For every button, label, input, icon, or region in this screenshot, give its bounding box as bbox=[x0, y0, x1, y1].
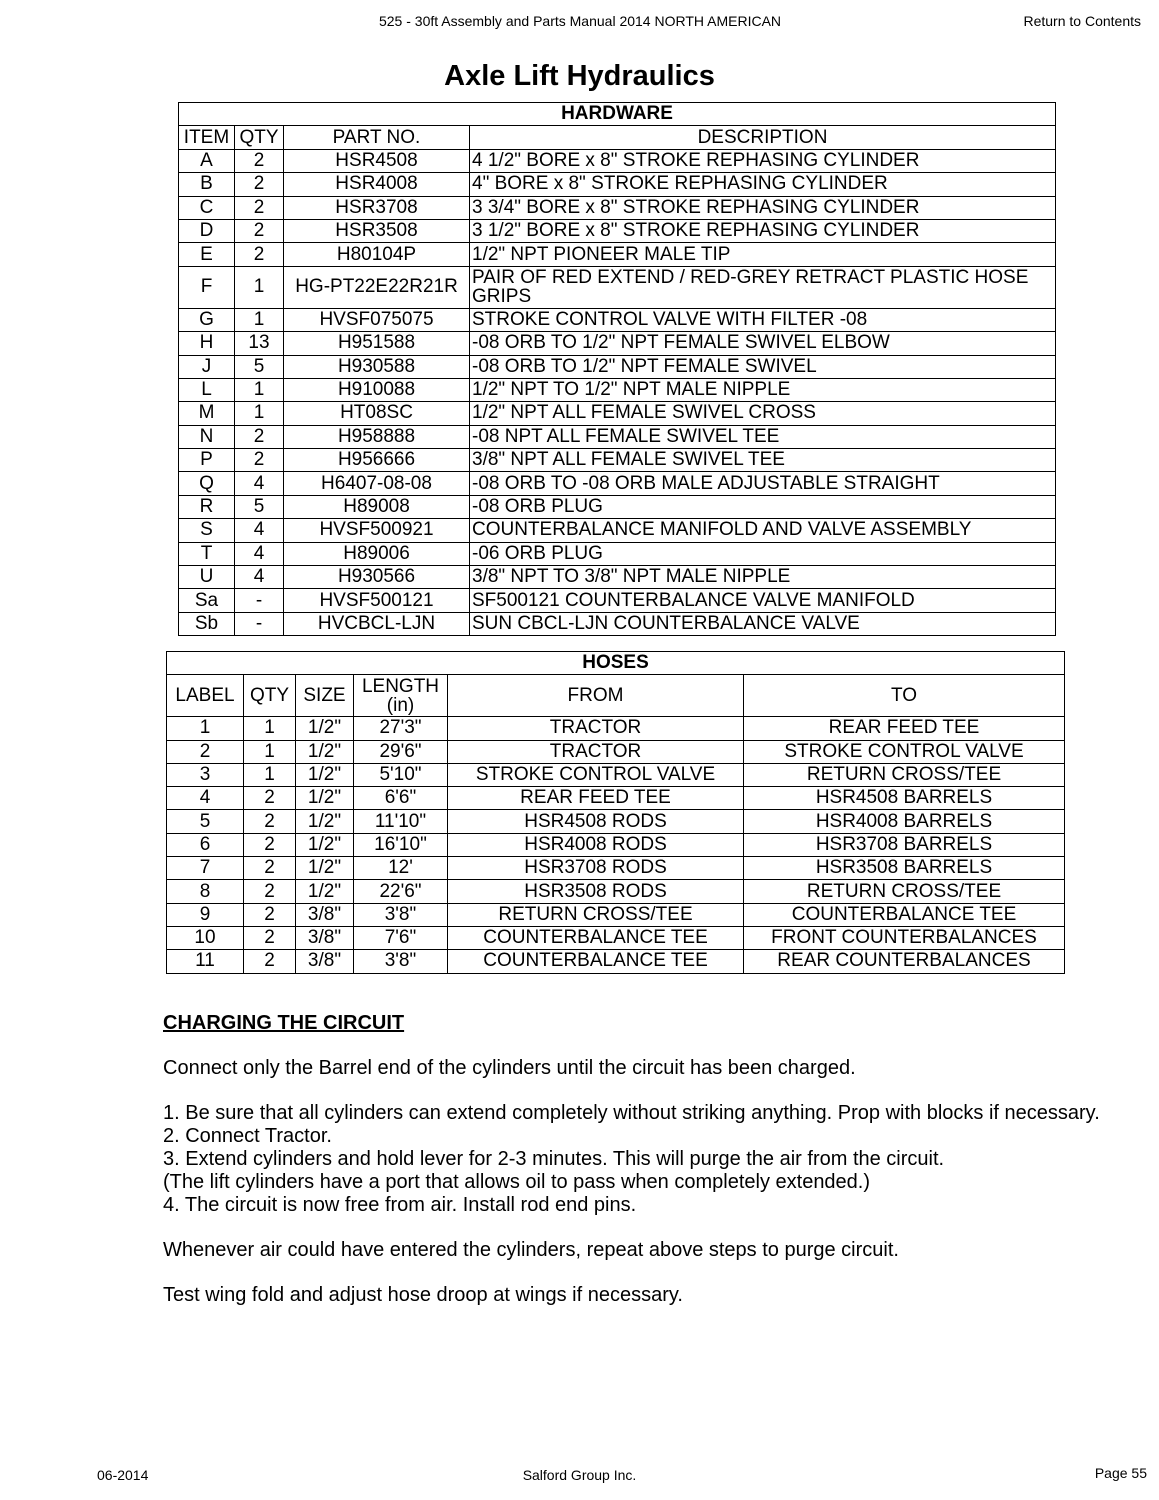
intro-text: Connect only the Barrel end of the cylinders until the circuit has been charged. bbox=[163, 1057, 856, 1079]
part-no-cell: H930566 bbox=[284, 566, 470, 589]
part-no-cell: HVSF500121 bbox=[284, 589, 470, 612]
qty-cell: 2 bbox=[244, 787, 296, 810]
table-row bbox=[179, 173, 1056, 196]
part-no-cell: H958888 bbox=[284, 425, 470, 448]
label-cell: 3 bbox=[167, 763, 244, 786]
qty-cell: - bbox=[235, 589, 284, 612]
size-cell: 1/2" bbox=[296, 833, 354, 856]
item-cell: Q bbox=[179, 472, 235, 495]
description-cell: -08 NPT ALL FEMALE SWIVEL TEE bbox=[470, 425, 1056, 448]
qty-cell: 2 bbox=[235, 149, 284, 172]
description-cell: STROKE CONTROL VALVE WITH FILTER -08 bbox=[470, 308, 1056, 331]
table-row bbox=[179, 196, 1056, 219]
footer-company: Salford Group Inc. bbox=[522, 1467, 637, 1483]
column-header-to: TO bbox=[744, 675, 1065, 717]
part-no-cell: H930588 bbox=[284, 355, 470, 378]
part-no-cell: HVSF075075 bbox=[284, 308, 470, 331]
from-cell: TRACTOR bbox=[448, 717, 744, 740]
table-row bbox=[167, 926, 1065, 949]
part-no-cell: HG-PT22E22R21R bbox=[284, 266, 470, 308]
table-row bbox=[167, 880, 1065, 903]
description-cell: -08 ORB PLUG bbox=[470, 495, 1056, 518]
item-cell: P bbox=[179, 449, 235, 472]
table-row bbox=[179, 402, 1056, 425]
part-no-cell: HSR4008 bbox=[284, 173, 470, 196]
size-cell: 1/2" bbox=[296, 740, 354, 763]
column-header-from: FROM bbox=[448, 675, 744, 717]
label-cell: 8 bbox=[167, 880, 244, 903]
to-cell: RETURN CROSS/TEE bbox=[744, 763, 1065, 786]
item-cell: F bbox=[179, 266, 235, 308]
part-no-cell: HSR3508 bbox=[284, 219, 470, 242]
qty-cell: 1 bbox=[235, 402, 284, 425]
table-row bbox=[179, 355, 1056, 378]
hardware-table bbox=[178, 102, 1056, 636]
qty-cell: 2 bbox=[244, 926, 296, 949]
item-cell: A bbox=[179, 149, 235, 172]
label-cell: 1 bbox=[167, 717, 244, 740]
from-cell: TRACTOR bbox=[448, 740, 744, 763]
table-row bbox=[179, 308, 1056, 331]
step-1: 1. Be sure that all cylinders can extend completely without striking anything. Prop with blocks if necessary. bbox=[163, 1102, 1100, 1124]
qty-cell: 2 bbox=[235, 219, 284, 242]
item-cell: B bbox=[179, 173, 235, 196]
to-cell: REAR FEED TEE bbox=[744, 717, 1065, 740]
length-cell: 7'6" bbox=[354, 926, 448, 949]
length-cell: 11'10" bbox=[354, 810, 448, 833]
from-cell: STROKE CONTROL VALVE bbox=[448, 763, 744, 786]
column-header-label: LABEL bbox=[167, 675, 244, 717]
length-cell: 6'6" bbox=[354, 787, 448, 810]
charging-instructions bbox=[163, 1012, 1123, 1307]
table-row bbox=[167, 717, 1065, 740]
qty-cell: 2 bbox=[235, 173, 284, 196]
length-cell: 16'10" bbox=[354, 833, 448, 856]
table-row bbox=[179, 449, 1056, 472]
table-row bbox=[179, 495, 1056, 518]
part-no-cell: HSR4508 bbox=[284, 149, 470, 172]
to-cell: STROKE CONTROL VALVE bbox=[744, 740, 1065, 763]
table-row bbox=[179, 542, 1056, 565]
from-cell: COUNTERBALANCE TEE bbox=[448, 950, 744, 973]
item-cell: Sb bbox=[179, 612, 235, 635]
description-cell: SUN CBCL-LJN COUNTERBALANCE VALVE bbox=[470, 612, 1056, 635]
from-cell: REAR FEED TEE bbox=[448, 787, 744, 810]
page-number: Page 55 bbox=[1094, 1465, 1147, 1481]
table-row bbox=[179, 589, 1056, 612]
column-header-description: DESCRIPTION bbox=[470, 126, 1056, 149]
from-cell: RETURN CROSS/TEE bbox=[448, 903, 744, 926]
table-row bbox=[179, 243, 1056, 266]
qty-cell: 4 bbox=[235, 519, 284, 542]
from-cell: HSR3508 RODS bbox=[448, 880, 744, 903]
item-cell: M bbox=[179, 402, 235, 425]
label-cell: 11 bbox=[167, 950, 244, 973]
description-cell: 1/2" NPT ALL FEMALE SWIVEL CROSS bbox=[470, 402, 1056, 425]
column-header-size: SIZE bbox=[296, 675, 354, 717]
qty-cell: 2 bbox=[244, 833, 296, 856]
step-2: 2. Connect Tractor. bbox=[163, 1125, 332, 1147]
item-cell: D bbox=[179, 219, 235, 242]
description-cell: 3 3/4" BORE x 8" STROKE REPHASING CYLINDER bbox=[470, 196, 1056, 219]
size-cell: 1/2" bbox=[296, 717, 354, 740]
column-header-qty: QTY bbox=[244, 675, 296, 717]
description-cell: 3 1/2" BORE x 8" STROKE REPHASING CYLINDER bbox=[470, 219, 1056, 242]
description-cell: SF500121 COUNTERBALANCE VALVE MANIFOLD bbox=[470, 589, 1056, 612]
qty-cell: 2 bbox=[235, 425, 284, 448]
hoses-caption: HOSES bbox=[167, 652, 1065, 675]
item-cell: Sa bbox=[179, 589, 235, 612]
description-cell: -08 ORB TO -08 ORB MALE ADJUSTABLE STRAIGHT bbox=[470, 472, 1056, 495]
table-row bbox=[179, 425, 1056, 448]
qty-cell: 5 bbox=[235, 355, 284, 378]
length-cell: 12' bbox=[354, 857, 448, 880]
label-cell: 4 bbox=[167, 787, 244, 810]
table-row bbox=[179, 472, 1056, 495]
qty-cell: 2 bbox=[244, 903, 296, 926]
qty-cell: 5 bbox=[235, 495, 284, 518]
length-cell: 5'10" bbox=[354, 763, 448, 786]
table-row bbox=[179, 566, 1056, 589]
description-cell: 4" BORE x 8" STROKE REPHASING CYLINDER bbox=[470, 173, 1056, 196]
table-row bbox=[167, 810, 1065, 833]
qty-cell: 1 bbox=[244, 740, 296, 763]
description-cell: -06 ORB PLUG bbox=[470, 542, 1056, 565]
part-no-cell: H956666 bbox=[284, 449, 470, 472]
qty-cell: 2 bbox=[244, 880, 296, 903]
to-cell: REAR COUNTERBALANCES bbox=[744, 950, 1065, 973]
length-cell: 3'8" bbox=[354, 903, 448, 926]
qty-cell: 13 bbox=[235, 332, 284, 355]
qty-cell: 4 bbox=[235, 542, 284, 565]
to-cell: COUNTERBALANCE TEE bbox=[744, 903, 1065, 926]
step-4: 4. The circuit is now free from air. Install rod end pins. bbox=[163, 1194, 637, 1216]
table-row bbox=[179, 612, 1056, 635]
qty-cell: 2 bbox=[244, 950, 296, 973]
table-row bbox=[179, 332, 1056, 355]
label-cell: 7 bbox=[167, 857, 244, 880]
return-to-contents-link[interactable]: Return to Contents bbox=[1023, 13, 1141, 29]
item-cell: C bbox=[179, 196, 235, 219]
to-cell: FRONT COUNTERBALANCES bbox=[744, 926, 1065, 949]
item-cell: H bbox=[179, 332, 235, 355]
item-cell: R bbox=[179, 495, 235, 518]
item-cell: G bbox=[179, 308, 235, 331]
table-row bbox=[167, 903, 1065, 926]
hoses-table bbox=[166, 651, 1065, 974]
size-cell: 1/2" bbox=[296, 787, 354, 810]
size-cell: 1/2" bbox=[296, 880, 354, 903]
item-cell: U bbox=[179, 566, 235, 589]
table-row bbox=[167, 740, 1065, 763]
description-cell: 1/2" NPT PIONEER MALE TIP bbox=[470, 243, 1056, 266]
description-cell: PAIR OF RED EXTEND / RED-GREY RETRACT PLASTIC HOSE GRIPS bbox=[470, 266, 1056, 308]
length-cell: 22'6" bbox=[354, 880, 448, 903]
description-cell: -08 ORB TO 1/2" NPT FEMALE SWIVEL ELBOW bbox=[470, 332, 1056, 355]
description-cell: 4 1/2" BORE x 8" STROKE REPHASING CYLINDER bbox=[470, 149, 1056, 172]
table-row bbox=[179, 378, 1056, 401]
item-cell: T bbox=[179, 542, 235, 565]
length-cell: 29'6" bbox=[354, 740, 448, 763]
step-3-note: (The lift cylinders have a port that allows oil to pass when completely extended.) bbox=[163, 1171, 871, 1193]
qty-cell: - bbox=[235, 612, 284, 635]
to-cell: HSR3708 BARRELS bbox=[744, 833, 1065, 856]
table-row bbox=[179, 219, 1056, 242]
part-no-cell: HVSF500921 bbox=[284, 519, 470, 542]
description-cell: 3/8" NPT ALL FEMALE SWIVEL TEE bbox=[470, 449, 1056, 472]
part-no-cell: H951588 bbox=[284, 332, 470, 355]
part-no-cell: H80104P bbox=[284, 243, 470, 266]
table-row bbox=[179, 149, 1056, 172]
item-cell: S bbox=[179, 519, 235, 542]
size-cell: 1/2" bbox=[296, 857, 354, 880]
table-row bbox=[167, 763, 1065, 786]
table-row bbox=[179, 266, 1056, 308]
table-row bbox=[167, 950, 1065, 973]
qty-cell: 1 bbox=[235, 378, 284, 401]
item-cell: N bbox=[179, 425, 235, 448]
qty-cell: 2 bbox=[235, 196, 284, 219]
label-cell: 5 bbox=[167, 810, 244, 833]
label-cell: 6 bbox=[167, 833, 244, 856]
item-cell: L bbox=[179, 378, 235, 401]
part-no-cell: H910088 bbox=[284, 378, 470, 401]
from-cell: HSR3708 RODS bbox=[448, 857, 744, 880]
section-heading: CHARGING THE CIRCUIT bbox=[163, 1012, 405, 1034]
description-cell: 3/8" NPT TO 3/8" NPT MALE NIPPLE bbox=[470, 566, 1056, 589]
label-cell: 2 bbox=[167, 740, 244, 763]
size-cell: 3/8" bbox=[296, 903, 354, 926]
qty-cell: 4 bbox=[235, 472, 284, 495]
table-row bbox=[179, 519, 1056, 542]
test-note: Test wing fold and adjust hose droop at wings if necessary. bbox=[163, 1284, 683, 1306]
page-title: Axle Lift Hydraulics bbox=[444, 60, 715, 92]
length-cell: 3'8" bbox=[354, 950, 448, 973]
footer-date: 06-2014 bbox=[97, 1467, 149, 1483]
part-no-cell: HVCBCL-LJN bbox=[284, 612, 470, 635]
hardware-caption: HARDWARE bbox=[179, 103, 1056, 126]
qty-cell: 1 bbox=[235, 308, 284, 331]
repeat-note: Whenever air could have entered the cylinders, repeat above steps to purge circuit. bbox=[163, 1239, 899, 1261]
item-cell: J bbox=[179, 355, 235, 378]
table-row bbox=[167, 833, 1065, 856]
qty-cell: 1 bbox=[244, 717, 296, 740]
description-cell: -08 ORB TO 1/2" NPT FEMALE SWIVEL bbox=[470, 355, 1056, 378]
part-no-cell: H89008 bbox=[284, 495, 470, 518]
column-header-qty: QTY bbox=[235, 126, 284, 149]
qty-cell: 2 bbox=[244, 810, 296, 833]
from-cell: HSR4008 RODS bbox=[448, 833, 744, 856]
size-cell: 3/8" bbox=[296, 950, 354, 973]
qty-cell: 4 bbox=[235, 566, 284, 589]
from-cell: COUNTERBALANCE TEE bbox=[448, 926, 744, 949]
column-header-item: ITEM bbox=[179, 126, 235, 149]
to-cell: HSR4508 BARRELS bbox=[744, 787, 1065, 810]
label-cell: 10 bbox=[167, 926, 244, 949]
part-no-cell: H89006 bbox=[284, 542, 470, 565]
to-cell: RETURN CROSS/TEE bbox=[744, 880, 1065, 903]
size-cell: 1/2" bbox=[296, 763, 354, 786]
to-cell: HSR3508 BARRELS bbox=[744, 857, 1065, 880]
part-no-cell: HSR3708 bbox=[284, 196, 470, 219]
item-cell: E bbox=[179, 243, 235, 266]
to-cell: HSR4008 BARRELS bbox=[744, 810, 1065, 833]
label-cell: 9 bbox=[167, 903, 244, 926]
length-cell: 27'3" bbox=[354, 717, 448, 740]
part-no-cell: HT08SC bbox=[284, 402, 470, 425]
qty-cell: 2 bbox=[244, 857, 296, 880]
part-no-cell: H6407-08-08 bbox=[284, 472, 470, 495]
qty-cell: 1 bbox=[244, 763, 296, 786]
size-cell: 1/2" bbox=[296, 810, 354, 833]
column-header-length: LENGTH (in) bbox=[354, 675, 448, 717]
column-header-part-no: PART NO. bbox=[284, 126, 470, 149]
description-cell: COUNTERBALANCE MANIFOLD AND VALVE ASSEMBLY bbox=[470, 519, 1056, 542]
size-cell: 3/8" bbox=[296, 926, 354, 949]
qty-cell: 2 bbox=[235, 243, 284, 266]
table-row bbox=[167, 857, 1065, 880]
qty-cell: 1 bbox=[235, 266, 284, 308]
description-cell: 1/2" NPT TO 1/2" NPT MALE NIPPLE bbox=[470, 378, 1056, 401]
from-cell: HSR4508 RODS bbox=[448, 810, 744, 833]
qty-cell: 2 bbox=[235, 449, 284, 472]
step-3: 3. Extend cylinders and hold lever for 2-3 minutes. This will purge the air from the circuit. bbox=[163, 1148, 945, 1170]
document-title: 525 - 30ft Assembly and Parts Manual 2014 NORTH AMERICAN bbox=[378, 13, 782, 29]
table-row bbox=[167, 787, 1065, 810]
